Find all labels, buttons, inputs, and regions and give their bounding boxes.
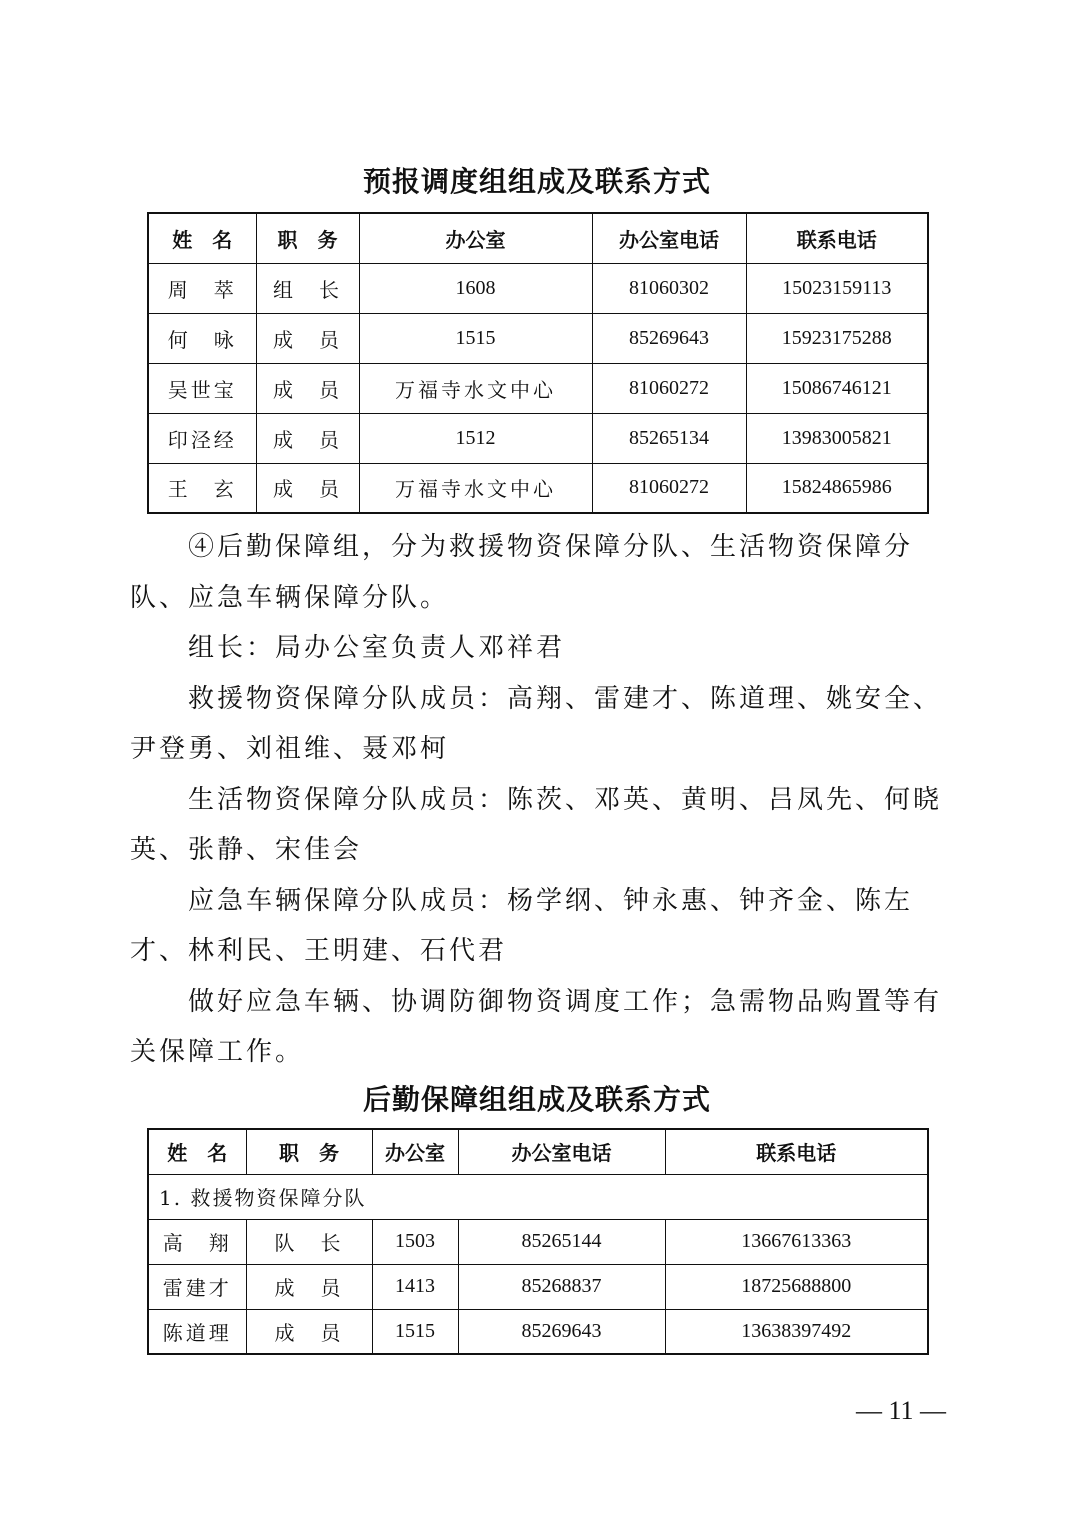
header-contact-phone: 联系电话 (665, 1129, 928, 1174)
table-row (148, 363, 928, 413)
section-label: 1. 救援物资保障分队 (148, 1174, 928, 1219)
paragraph-group-leader: 组长：局办公室负责人邓祥君 (188, 633, 566, 663)
cell-office-phone: 85269643 (458, 1309, 665, 1354)
table-row (148, 1219, 928, 1264)
cell-office-phone: 81060272 (592, 463, 746, 513)
table2-title: 后勤保障组组成及联系方式 (362, 1083, 711, 1116)
page-number: — 11 — (855, 1396, 946, 1425)
header-contact-phone: 联系电话 (746, 213, 928, 263)
header-position: 职 务 (256, 213, 359, 263)
cell-position: 成 员 (246, 1309, 372, 1354)
cell-contact-phone: 15824865986 (746, 463, 928, 513)
contact-table-forecast (147, 212, 929, 514)
header-office: 办公室 (359, 213, 592, 263)
cell-position: 组 长 (256, 263, 359, 313)
cell-contact-phone: 13667613363 (665, 1219, 928, 1264)
table-row (148, 413, 928, 463)
cell-contact-phone: 18725688800 (665, 1264, 928, 1309)
cell-name: 吴世宝 (148, 363, 256, 413)
cell-position: 成 员 (256, 313, 359, 363)
cell-name: 印泾经 (148, 413, 256, 463)
cell-name: 高 翔 (148, 1219, 246, 1264)
table-header-row (148, 213, 928, 263)
cell-office-phone: 81060302 (592, 263, 746, 313)
cell-name: 何 咏 (148, 313, 256, 363)
cell-position: 成 员 (256, 413, 359, 463)
cell-office: 万福寺水文中心 (359, 363, 592, 413)
cell-office-phone: 85265134 (592, 413, 746, 463)
body-text (130, 522, 950, 1078)
cell-office-phone: 85265144 (458, 1219, 665, 1264)
table-row (148, 1264, 928, 1309)
cell-contact-phone: 15023159113 (746, 263, 928, 313)
paragraph-rescue-members: 救援物资保障分队成员：高翔、雷建才、陈道理、姚安全、尹登勇、刘祖维、聂邓柯 (130, 683, 943, 764)
cell-office: 1512 (359, 413, 592, 463)
table1-title: 预报调度组组成及联系方式 (362, 165, 711, 198)
cell-name: 陈道理 (148, 1309, 246, 1354)
cell-office: 1608 (359, 263, 592, 313)
cell-position: 成 员 (256, 463, 359, 513)
cell-office: 1515 (359, 313, 592, 363)
cell-office-phone: 85268837 (458, 1264, 665, 1309)
header-position: 职 务 (246, 1129, 372, 1174)
cell-office: 万福寺水文中心 (359, 463, 592, 513)
cell-name: 周 萃 (148, 263, 256, 313)
cell-contact-phone: 15923175288 (746, 313, 928, 363)
cell-name: 王 玄 (148, 463, 256, 513)
header-office-phone: 办公室电话 (592, 213, 746, 263)
table-row (148, 463, 928, 513)
paragraph-logistics-group: ④后勤保障组，分为救援物资保障分队、生活物资保障分队、应急车辆保障分队。 (130, 532, 914, 613)
paragraph-duties: 做好应急车辆、协调防御物资调度工作；急需物品购置等有关保障工作。 (130, 986, 943, 1067)
cell-contact-phone: 13638397492 (665, 1309, 928, 1354)
contact-table-logistics (147, 1128, 929, 1355)
table-section-row (148, 1174, 928, 1219)
cell-position: 队 长 (246, 1219, 372, 1264)
cell-office: 1413 (372, 1264, 458, 1309)
table-row (148, 313, 928, 363)
cell-contact-phone: 13983005821 (746, 413, 928, 463)
header-name: 姓 名 (148, 1129, 246, 1174)
header-office: 办公室 (372, 1129, 458, 1174)
cell-office: 1503 (372, 1219, 458, 1264)
table-row (148, 1309, 928, 1354)
cell-office: 1515 (372, 1309, 458, 1354)
header-office-phone: 办公室电话 (458, 1129, 665, 1174)
cell-name: 雷建才 (148, 1264, 246, 1309)
cell-position: 成 员 (256, 363, 359, 413)
cell-office-phone: 81060272 (592, 363, 746, 413)
cell-office-phone: 85269643 (592, 313, 746, 363)
table-header-row (148, 1129, 928, 1174)
paragraph-vehicle-members: 应急车辆保障分队成员：杨学纲、钟永惠、钟齐金、陈左才、林利民、王明建、石代君 (130, 885, 914, 966)
cell-position: 成 员 (246, 1264, 372, 1309)
cell-contact-phone: 15086746121 (746, 363, 928, 413)
paragraph-living-members: 生活物资保障分队成员：陈茨、邓英、黄明、吕凤先、何晓英、张静、宋佳会 (130, 784, 943, 865)
table-row (148, 263, 928, 313)
header-name: 姓 名 (148, 213, 256, 263)
